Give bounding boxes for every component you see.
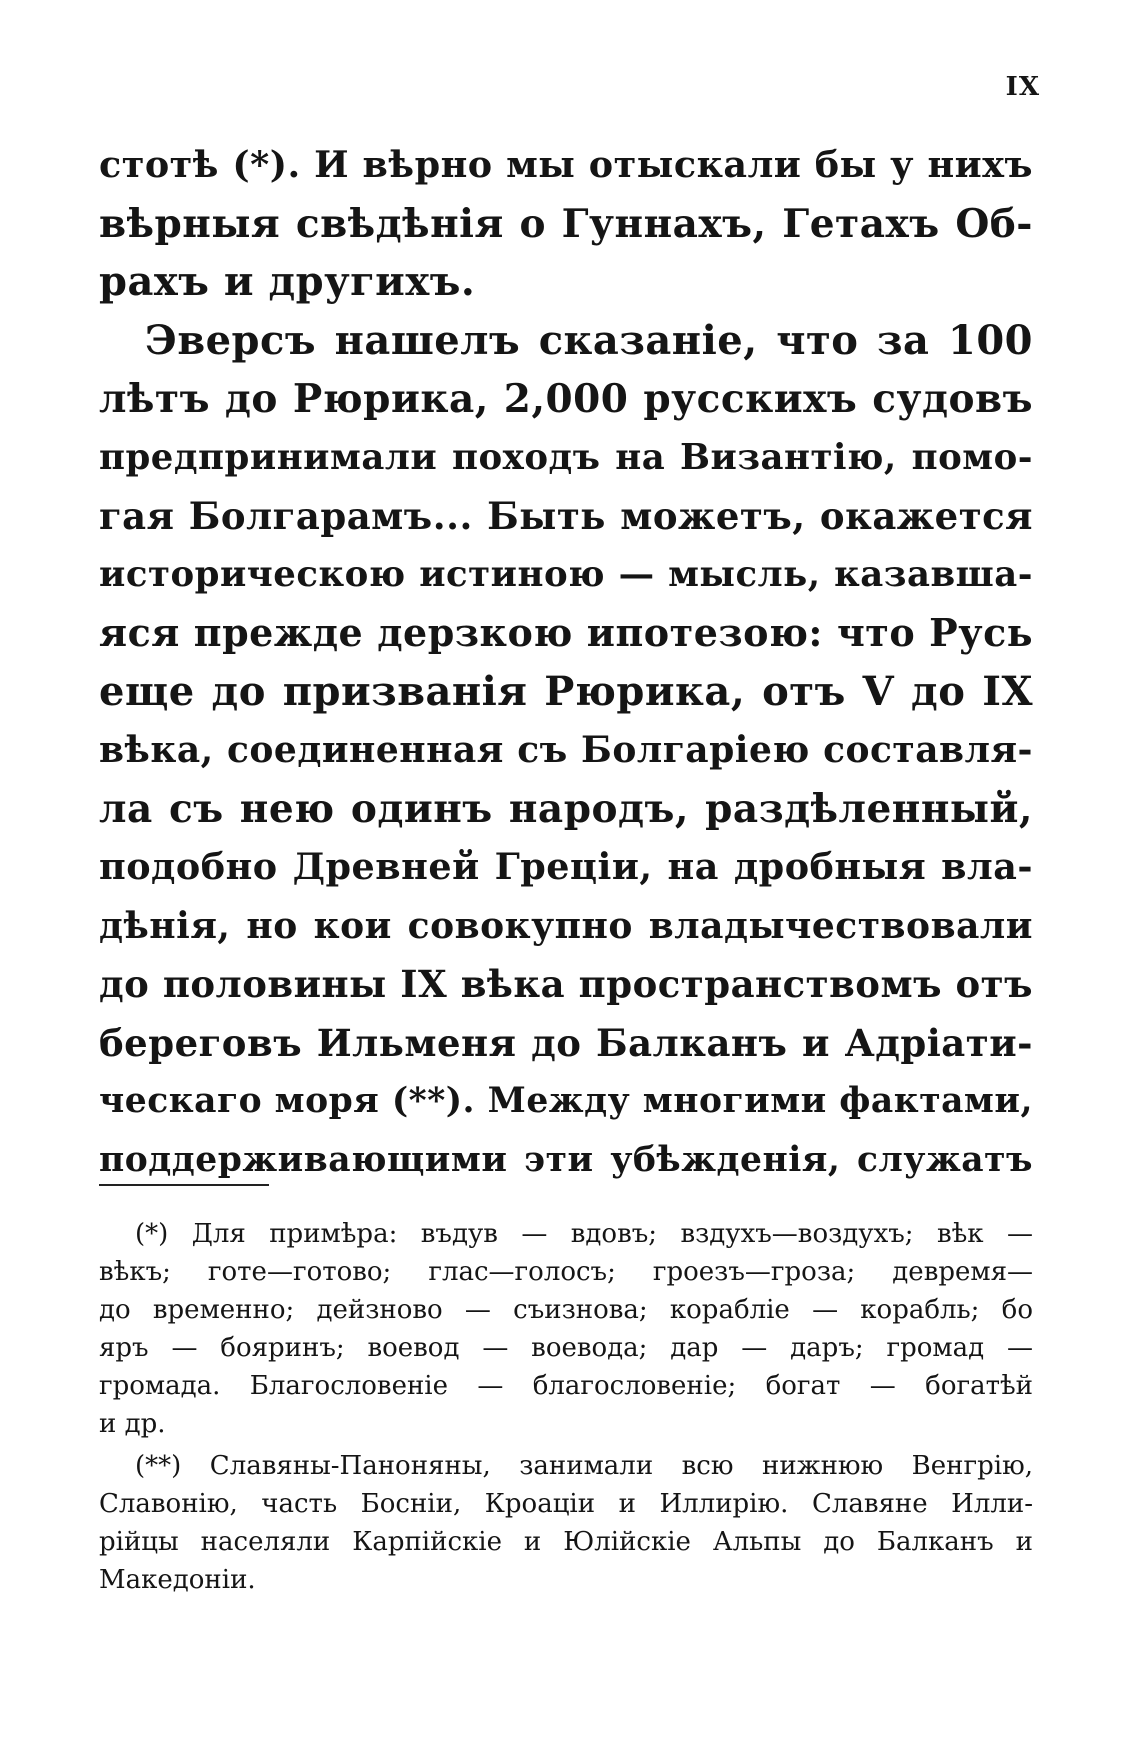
footnote-line: вѣкъ; готе—готово; глас—голосъ; гроезъ—гроза; девремя— bbox=[99, 1257, 1033, 1287]
main-text-line: до половины IX вѣка пространствомъ отъ bbox=[99, 962, 1033, 1006]
main-text-line: береговъ Ильменя до Балканъ и Адріати- bbox=[99, 1020, 1033, 1065]
main-text-line: лѣтъ до Рюрика, 2,000 русскихъ судовъ bbox=[99, 376, 1033, 422]
main-text-line: Эверсъ нашелъ сказаніе, что за 100 bbox=[145, 316, 1033, 364]
main-text-line: рахъ и другихъ. bbox=[99, 258, 476, 305]
footnote-line: и др. bbox=[99, 1409, 166, 1439]
footnote-line: Македоніи. bbox=[99, 1565, 256, 1595]
main-text-line: дѣнія, но кои совокупно владычествовали bbox=[99, 904, 1033, 947]
footnote-1 bbox=[99, 1215, 1033, 1443]
main-text-line: гая Болгарамъ... Быть можетъ, окажется bbox=[99, 494, 1033, 538]
main-text-line: поддерживающими эти убѣжденія, служатъ bbox=[99, 1139, 1033, 1180]
main-text-line: историческою истиною — мысль, казавша- bbox=[99, 553, 1033, 595]
main-text-line: стотѣ (*). И вѣрно мы отыскали бы у нихъ bbox=[99, 143, 1033, 186]
footnote-line: (*) Для примѣра: въдув — вдовъ; вздухъ—воздухъ; вѣк — bbox=[135, 1219, 1033, 1249]
main-text-line: яся прежде дерзкою ипотезою: что Русь bbox=[99, 610, 1033, 655]
main-text-line: предпринимали походъ на Византію, помо- bbox=[99, 436, 1033, 478]
footnote-divider bbox=[99, 1184, 269, 1186]
footnote-2 bbox=[99, 1447, 1033, 1599]
main-text-line: ческаго моря (**). Между многими фактами, bbox=[99, 1081, 1033, 1121]
footnote-line: до временно; дейзново — съизнова; корабліе — корабль; бо bbox=[99, 1295, 1033, 1325]
main-text-line: вѣрныя свѣдѣнія о Гуннахъ, Гетахъ Об- bbox=[99, 200, 1033, 247]
footnote-line: громада. Благословеніе — благословеніе; богат — богатѣй bbox=[99, 1371, 1033, 1401]
footnote-line: яръ — бояринъ; воевод — воевода; дар — даръ; громад — bbox=[99, 1333, 1033, 1363]
main-text-line: подобно Древней Греціи, на дробныя вла- bbox=[99, 845, 1033, 888]
page-number: IX bbox=[1005, 72, 1040, 102]
main-text-line: вѣка, соединенная съ Болгаріею составля- bbox=[99, 729, 1033, 771]
footnote-line: (**) Славяны-Паноняны, занимали всю нижнюю Венгрію, bbox=[135, 1451, 1033, 1481]
main-text-line: ла съ нею одинъ народъ, раздѣленный, bbox=[99, 785, 1033, 832]
footnote-line: Славонію, часть Босніи, Кроаціи и Иллирію. Славяне Илли- bbox=[99, 1489, 1033, 1519]
main-text bbox=[99, 136, 1033, 1189]
footnote-line: рійцы населяли Карпійскіе и Юлійскіе Альпы до Балканъ и bbox=[99, 1527, 1033, 1557]
footnotes bbox=[99, 1215, 1033, 1599]
main-text-line: еще до призванія Рюрика, отъ V до IX bbox=[99, 667, 1033, 715]
